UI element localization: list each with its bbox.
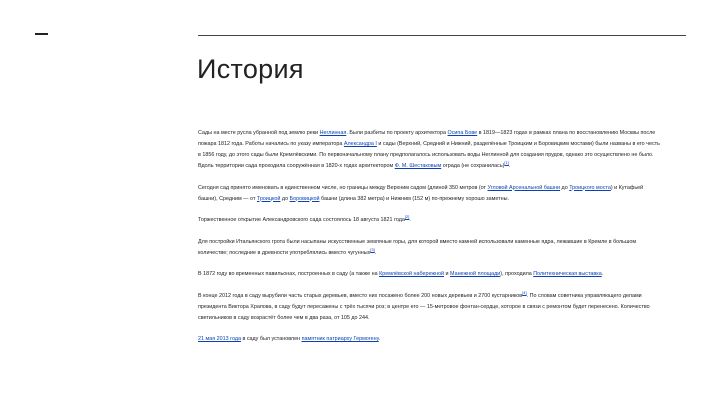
link-troitsky-bridge[interactable]: Троицкого моста [569,184,611,191]
link-shestakov[interactable]: Ф. М. Шестаковым [394,163,442,169]
slide-dash [35,33,48,35]
footnote-ref-1[interactable]: [1] [504,160,509,166]
link-kremlin-embankment[interactable]: Кремлёвской набережной [379,271,444,277]
link-borovitskaya-tower[interactable]: Боровицкой [289,195,320,202]
link-neglinnaya[interactable]: Неглинная [319,130,347,136]
paragraph-3: Торжественное открытие Александровского сада состоялось 18 августа 1821 года[2]. [198,214,411,223]
article-body [198,128,663,356]
paragraph-1: Сады на месте русла убранной под землю реки Неглинная. Были разбиты по проекту архитектора Осипа Бове в 1819—1823 годах в рамках плана по восстановлению Москвы после пожара 1812 года. Работы начались по указу императора Александра I и сады (Верхний, Средний и Нижний, разделённые Троицким и Боровицким мостами) были названы в его честь в 1856 году, до этого сады были Кремлёвскими. По первоначальному плану предполагалось использовать воды Неглинной для создания прудов, однако это осуществлено не было. Вдоль территории сада проходила сооружённая в 1820-х годах архитектором Ф. М. Шестаковым ограда (не сохранилась)[1]. [198,130,660,169]
link-corner-tower[interactable]: Угловой Арсенальной башни [487,184,561,191]
link-polytechnic-exhibition[interactable]: Политехническая выставка [533,271,602,277]
title-rule [198,35,686,36]
link-bove[interactable]: Осипа Бове [447,130,478,136]
paragraph-5: В 1872 году во временных павильонах, построенных в саду (а также на Кремлёвской набережной и Манежной площади), проходила Политехническая выставка. [198,271,604,277]
link-troitskaya-tower[interactable]: Троицкой [256,195,281,202]
link-manezhnaya-square[interactable]: Манежной площади [450,271,501,277]
link-alexander[interactable]: Александра I [343,141,377,147]
paragraph-7: 21 мая 2013 года в саду был установлен памятник патриарху Гермогену. [198,336,381,342]
paragraph-6: В конце 2012 года в саду вырубили часть старых деревьев, вместо них посажено более 200 новых деревьев и 2700 кустарников[4]. По словам советника управляющего делами президента Виктора Храпова, в саду будут пересажены с трёх тысячи роз; в центре его — 15-метровое фонтан-сердце, которое в связи с ремонтом будет перенесено. Количество светильников в саду возрастёт более чем в два раза, от 105 до 244. [198,289,650,321]
footnote-ref-3[interactable]: [3] [370,246,375,252]
footnote-ref-2[interactable]: [2] [404,214,410,220]
paragraph-4: Для постройки Итальянского грота были насыпаны искусственные земляные горы, для которой вместо камней использовали каменные ядра, лежавшие в Кремле в большом количестве; последние в древности употреблялись вместо чугунных[3]. [198,238,637,256]
footnote-ref-4[interactable]: [4] [522,289,527,295]
page-title: История [197,54,304,84]
link-monument[interactable]: памятник патриарху Гермогену [301,336,379,342]
link-date[interactable]: 21 мая 2013 года [198,336,241,342]
paragraph-2: Сегодня сад принято именовать в единственном числе, но границы между Верхним садом (длиной 350 метров (от Угловой Арсенальной башни до Троицкого моста) и Кутафьей башни), Средним — от Троицкой до Боровицкой башни (длина 382 метра) и Нижним (152 м) по-прежнему хорошо заметны. [198,184,644,202]
